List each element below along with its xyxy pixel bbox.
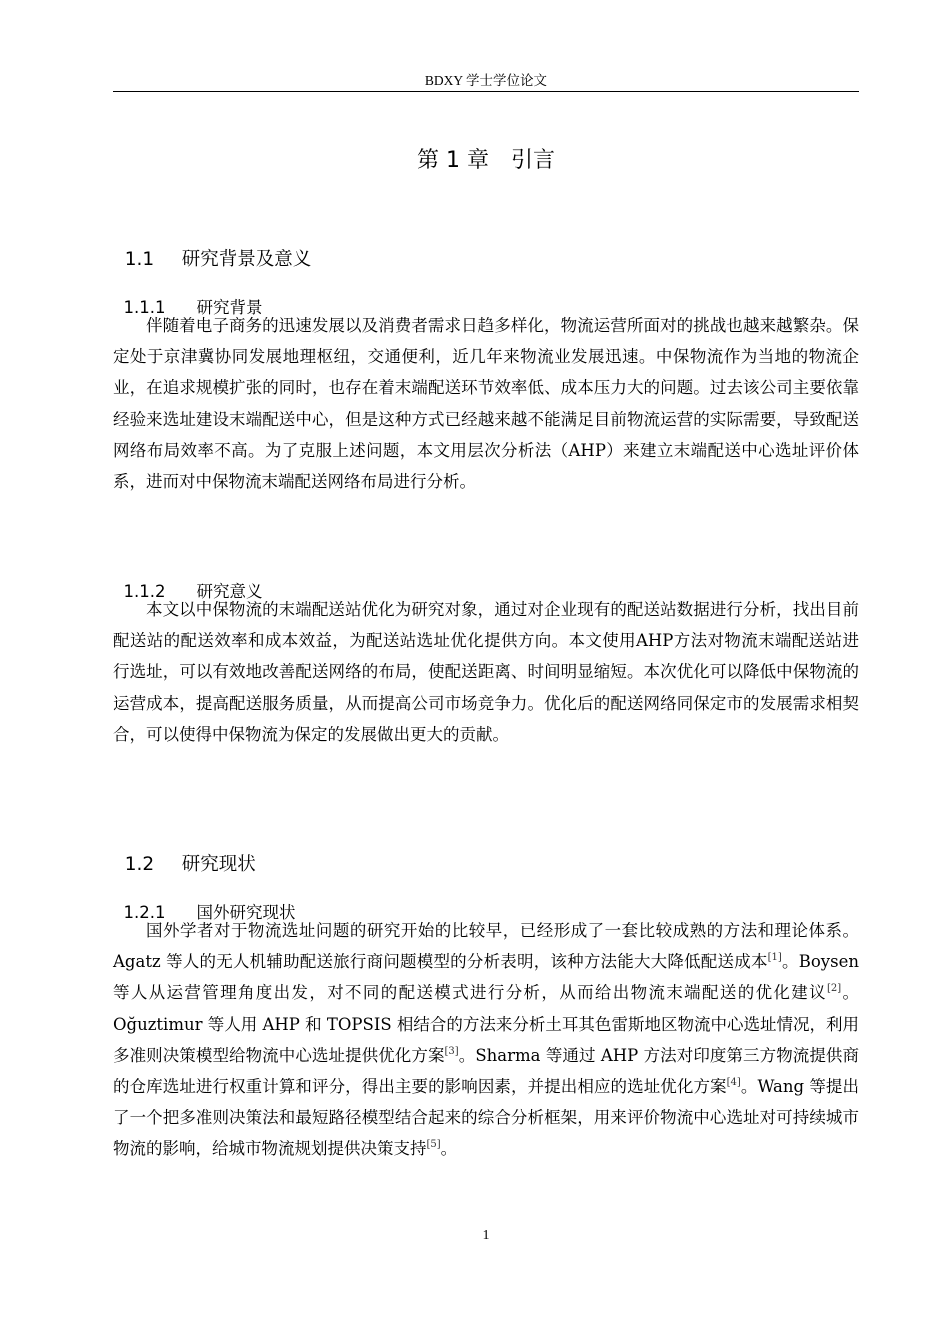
- paragraph-background: 伴随着电子商务的迅速发展以及消费者需求日趋多样化，物流运营所面对的挑战也越来越繁杂。保定处于京津冀协同发展地理枢纽，交通便利，近几年来物流业发展迅速。中保物流作为当地的物流企业，在追求规模扩张的同时，也存在着末端配送环节效率低、成本压力大的问题。过去该公司主要依靠经验来选址建设末端配送中心，但是这种方式已经越来越不能满足目前物流运营的实际需要，导致配送网络布局效率不高。为了克服上述问题，本文用层次分析法（AHP）来建立末端配送中心选址评价体系，进而对中保物流末端配送网络布局进行分析。: [113, 316, 859, 492]
- citation-4: [4]: [726, 1077, 741, 1089]
- section-heading-1-1: [113, 221, 311, 273]
- paragraph-text: 。: [440, 1139, 458, 1159]
- subsection-title: 国外研究现状: [196, 903, 296, 922]
- section-number: 1.1: [124, 249, 155, 270]
- chapter-title: 第 1 章 引言: [417, 148, 555, 173]
- page-number: 1: [482, 1228, 490, 1243]
- paragraph-text: 。Sharma 等通过 AHP 方法对印度第三方物流提供商的仓库选址进行权重计算和评分，得出主要的影响因素，并提出相应的选址优化方案: [113, 1045, 860, 1097]
- paragraph-significance: 本文以中保物流的末端配送站优化为研究对象，通过对企业现有的配送站数据进行分析，找出目前配送站的配送效率和成本效益，为配送站选址优化提供方向。本文使用AHP方法对物流末端配送站进行选址，可以有效地改善配送网络的布局，使配送距离、时间明显缩短。本次优化可以降低中保物流的运营成本，提高配送服务质量，从而提高公司市场竞争力。优化后的配送网络同保定市的发展需求相契合，可以使得中保物流为保定的发展做出更大的贡献。: [113, 600, 859, 744]
- paragraph-text: 。Oğuztimur 等人用 AHP 和 TOPSIS 相结合的方法来分析土耳其色雷斯地区物流中心选址情况，利用多准则决策模型给物流中心选址提供优化方案: [113, 983, 860, 1065]
- subsection-number: 1.1.1: [123, 298, 166, 317]
- paragraph-foreign-research: [113, 915, 859, 1165]
- citation-1: [1]: [767, 952, 782, 964]
- section-title: 研究现状: [181, 854, 256, 875]
- section-title: 研究背景及意义: [181, 249, 312, 270]
- citation-3: [3]: [444, 1045, 459, 1057]
- subsection-title: 研究意义: [196, 582, 263, 601]
- section-number: 1.2: [124, 854, 155, 875]
- paragraph-text: 国外学者对于物流选址问题的研究开始的比较早，已经形成了一套比较成熟的方法和理论体系。Agatz 等人的无人机辅助配送旅行商问题模型的分析表明，该种方法能大大降低配送成本: [113, 921, 859, 972]
- citation-5: [5]: [426, 1139, 441, 1151]
- running-header: BDXY 学士学位论文: [424, 73, 548, 88]
- paragraph-text: 。Wang 等提出了一个把多准则决策法和最短路径模型结合起来的综合分析框架，用来评价物流中心选址对可持续城市物流的影响，给城市物流规划提供决策支持: [113, 1077, 860, 1159]
- citation-2: [2]: [826, 983, 842, 995]
- paragraph-text: 。Boysen 等人从运营管理角度出发，对不同的配送模式进行分析，从而给出物流末端配送的优化建议: [113, 952, 859, 1003]
- subsection-number: 1.1.2: [123, 582, 166, 601]
- subsection-number: 1.2.1: [123, 903, 166, 922]
- subsection-title: 研究背景: [196, 298, 263, 317]
- header-rule: [113, 91, 859, 92]
- section-heading-1-2: [113, 826, 256, 878]
